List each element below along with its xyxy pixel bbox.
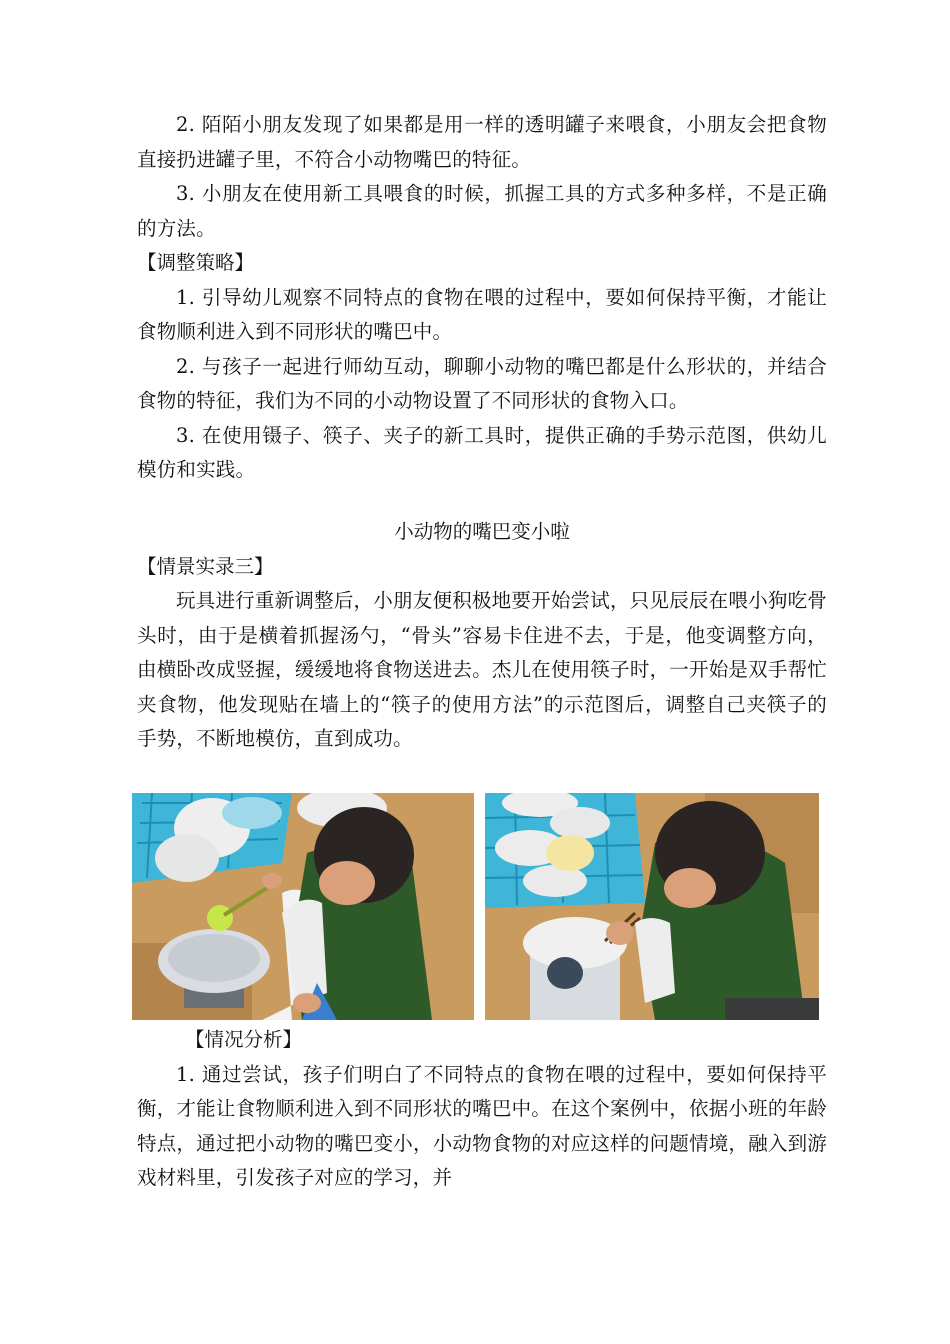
section-title: 小动物的嘴巴变小啦 <box>394 520 570 543</box>
section-analysis <box>137 1023 827 1196</box>
paragraph-strategy-2: 2. 与孩子一起进行师幼互动，聊聊小动物的嘴巴都是什么形状的，并结合食物的特征，我们为不同的小动物设置了不同形状的食物入口。 <box>137 354 827 412</box>
heading-strategy: 【调整策略】 <box>137 251 255 274</box>
photo-child-spoon <box>132 793 474 1020</box>
paragraph-strategy-3: 3. 在使用镊子、筷子、夹子的新工具时，提供正确的手势示范图，供幼儿模仿和实践。 <box>137 423 827 481</box>
heading-scene-3: 【情景实录三】 <box>137 554 274 578</box>
paragraph-observation-2: 2. 陌陌小朋友发现了如果都是用一样的透明罐子来喂食，小朋友会把食物直接扔进罐子里，不符合小动物嘴巴的特征。 <box>137 113 827 171</box>
paragraph-analysis-1: 1. 通过尝试，孩子们明白了不同特点的食物在喂的过程中，要如何保持平衡，才能让食物顺利进入到不同形状的嘴巴中。在这个案例中，依据小班的年龄特点，通过把小动物的嘴巴变小，小动物食物的对应这样的问题情境，融入到游戏材料里，引发孩子对应的学习，并 <box>137 1062 827 1189</box>
heading-analysis: 【情况分析】 <box>185 1028 303 1051</box>
section-1 <box>137 108 827 488</box>
photo-child-chopsticks <box>485 793 819 1020</box>
paragraph-scene-3: 玩具进行重新调整后，小朋友便积极地要开始尝试，只见辰辰在喂小狗吃骨头时，由于是横着抓握汤勺，“骨头”容易卡住进不去，于是，他变调整方向，由横卧改成竖握，缓缓地将食物送进去。杰儿在使用筷子时，一开始是双手帮忙夹食物，他发现贴在墙上的“筷子的使用方法”的示范图后，调整自己夹筷子的手势，不断地模仿，直到成功。 <box>137 589 827 750</box>
paragraph-observation-3: 3. 小朋友在使用新工具喂食的时候，抓握工具的方式多种多样，不是正确的方法。 <box>137 182 827 240</box>
section-3 <box>137 515 827 757</box>
paragraph-strategy-1: 1. 引导幼儿观察不同特点的食物在喂的过程中，要如何保持平衡，才能让食物顺利进入到不同形状的嘴巴中。 <box>137 285 827 343</box>
